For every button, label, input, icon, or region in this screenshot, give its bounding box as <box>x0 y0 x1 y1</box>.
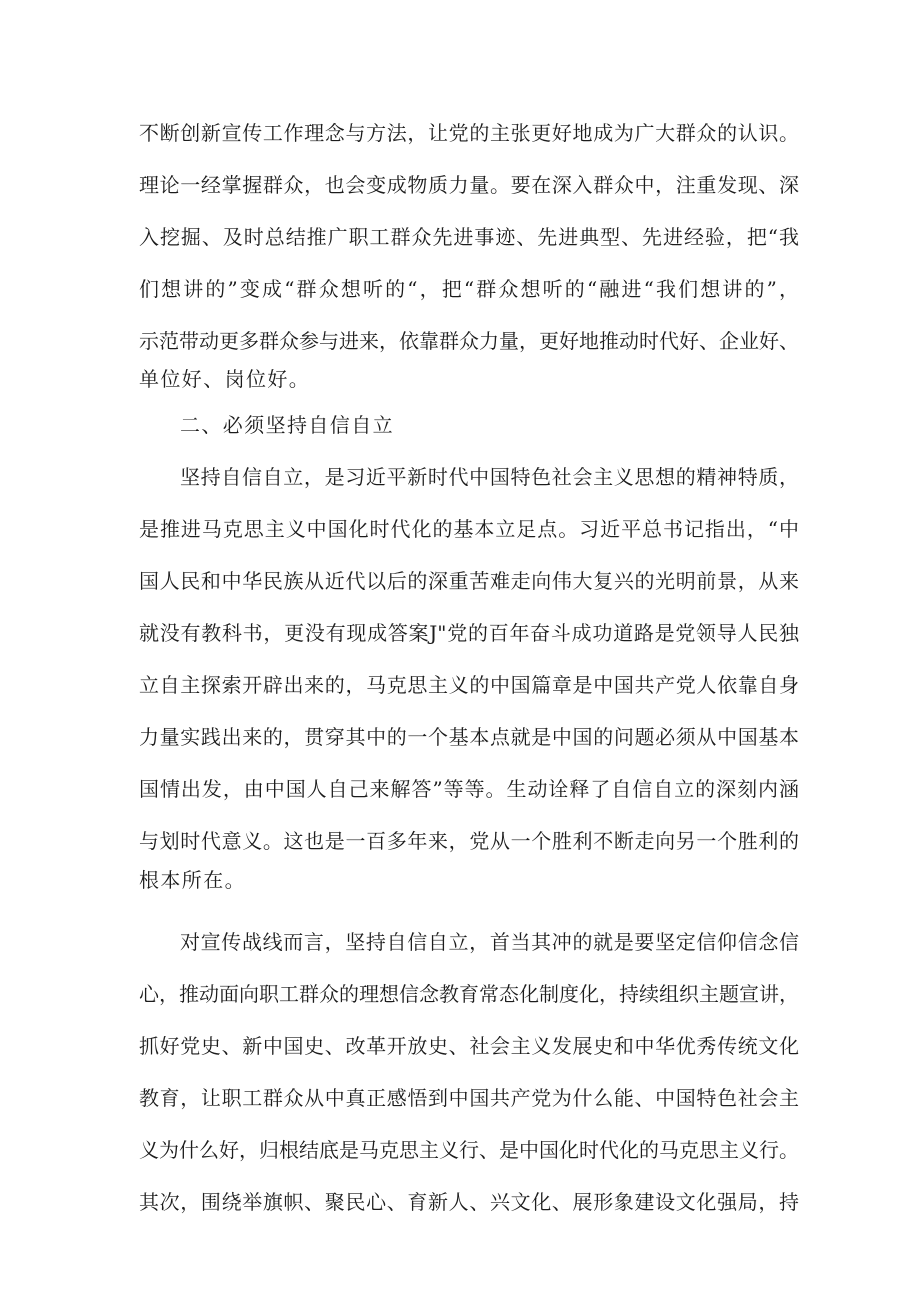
text-line: 们想讲的”变成“群众想听的“，把“群众想听的“融进“我们想讲的”， <box>139 277 799 301</box>
text-line: 不断创新宣传工作理念与方法，让党的主张更好地成为广大群众的认识。 <box>139 121 799 145</box>
text-line: 立自主探索开辟出来的，马克思主义的中国篇章是中国共产党人依靠自身 <box>139 673 799 697</box>
text-line: 坚持自信自立，是习近平新时代中国特色社会主义思想的精神特质， <box>180 465 799 489</box>
text-line: 理论一经掌握群众，也会变成物质力量。要在深入群众中，注重发现、深 <box>139 173 799 197</box>
text-line: 抓好党史、新中国史、改革开放史、社会主义发展史和中华优秀传统文化 <box>139 1034 799 1058</box>
text-line: 单位好、岗位好。 <box>139 367 311 391</box>
text-line: 国情出发，由中国人自己来解答”等等。生动诠释了自信自立的深刻内涵 <box>139 777 799 801</box>
text-line: 义为什么好，归根结底是马克思主义行、是中国化时代化的马克思主义行。 <box>139 1138 799 1162</box>
text-line: 教育，让职工群众从中真正感悟到中国共产党为什么能、中国特色社会主 <box>139 1086 799 1110</box>
text-line: 入挖掘、及时总结推广职工群众先进事迹、先进典型、先进经验，把“我 <box>139 225 799 249</box>
text-line: 是推进马克思主义中国化时代化的基本立足点。习近平总书记指出，“中 <box>139 517 799 541</box>
text-line: 其次，围绕举旗帜、聚民心、育新人、兴文化、展形象建设文化强局，持 <box>139 1190 799 1214</box>
text-line: 与划时代意义。这也是一百多年来，党从一个胜利不断走向另一个胜利的 <box>139 829 799 853</box>
text-line: 心，推动面向职工群众的理想信念教育常态化制度化，持续组织主题宣讲， <box>139 982 799 1006</box>
text-line: 就没有教科书，更没有现成答案J"党的百年奋斗成功道路是党领导人民独 <box>139 621 799 645</box>
text-line: 力量实践出来的，贯穿其中的一个基本点就是中国的问题必须从中国基本 <box>139 725 799 749</box>
section-heading: 二、必须坚持自信自立 <box>180 413 394 437</box>
text-line: 对宣传战线而言，坚持自信自立，首当其冲的就是要坚定信仰信念信 <box>180 930 799 954</box>
text-line: 示范带动更多群众参与进来，依靠群众力量，更好地推动时代好、企业好、 <box>139 329 799 353</box>
text-line: 国人民和中华民族从近代以后的深重苦难走向伟大复兴的光明前景，从来 <box>139 569 799 593</box>
text-line: 根本所在。 <box>139 868 246 892</box>
